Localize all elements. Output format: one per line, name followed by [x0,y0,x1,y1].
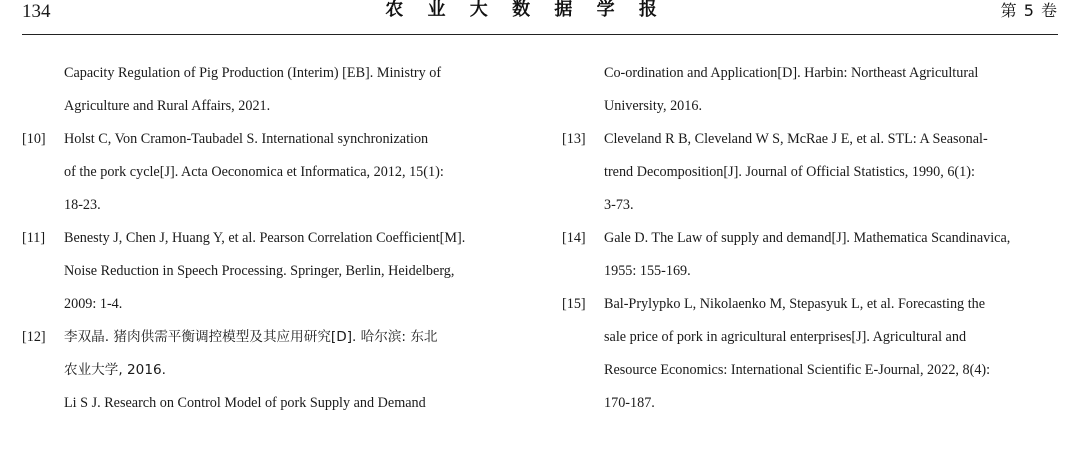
reference-column-right [562,57,1058,420]
reference-entry [22,288,518,321]
reference-line: 农业大学, 2016. [64,362,166,378]
reference-entry [562,255,1058,288]
reference-number-spacer [562,387,604,420]
reference-entry [562,123,1058,156]
reference-number-spacer [22,90,64,123]
reference-line: 李双晶. 猪肉供需平衡调控模型及其应用研究[D]. 哈尔滨: 东北 [64,329,438,345]
reference-line: Gale D. The Law of supply and demand[J]. Mathematica Scandinavica, [604,230,1011,246]
reference-columns [0,35,1080,420]
reference-line: Noise Reduction in Speech Processing. Springer, Berlin, Heidelberg, [64,263,455,279]
reference-number-spacer [562,321,604,354]
reference-entry [22,255,518,288]
reference-line: of the pork cycle[J]. Acta Oeconomica et Informatica, 2012, 15(1): [64,164,444,180]
reference-number-spacer [22,387,64,420]
reference-number [22,57,64,90]
reference-number: [10] [22,131,46,147]
reference-entry [22,387,518,420]
reference-line: Co-ordination and Application[D]. Harbin: Northeast Agricultural [604,65,979,81]
reference-line: 2009: 1-4. [64,296,123,312]
reference-line: Li S J. Research on Control Model of pork Supply and Demand [64,395,426,411]
reference-line: 3-73. [604,197,634,213]
reference-entry [562,288,1058,321]
running-head [0,0,1080,34]
reference-entry [562,354,1058,387]
reference-line: University, 2016. [604,98,702,114]
reference-number: [12] [22,329,46,345]
reference-line: Benesty J, Chen J, Huang Y, et al. Pearson Correlation Coefficient[M]. [64,230,466,246]
page-number: 134 [22,1,51,22]
reference-number-spacer [562,90,604,123]
reference-entry [22,57,518,90]
reference-entry [22,123,518,156]
reference-number-spacer [562,189,604,222]
reference-number: [11] [22,230,46,246]
reference-entry [22,222,518,255]
reference-number: [14] [562,230,586,246]
reference-number [562,57,604,90]
reference-line: 1955: 155-169. [604,263,691,279]
reference-number: [13] [562,131,586,147]
reference-number-spacer [22,288,64,321]
reference-entry [22,354,518,387]
reference-number-spacer [562,354,604,387]
reference-entry [22,189,518,222]
reference-number: [15] [562,296,586,312]
reference-line: trend Decomposition[J]. Journal of Official Statistics, 1990, 6(1): [604,164,975,180]
reference-number-spacer [562,255,604,288]
reference-entry [22,90,518,123]
reference-entry [562,90,1058,123]
reference-entry [22,321,518,354]
reference-entry [562,156,1058,189]
volume-label: 第 5 卷 [1000,1,1058,20]
reference-line: Holst C, Von Cramon-Taubadel S. International synchronization [64,131,429,147]
reference-line: Resource Economics: International Scientific E-Journal, 2022, 8(4): [604,362,991,378]
reference-line: Capacity Regulation of Pig Production (Interim) [EB]. Ministry of [64,65,442,81]
journal-title: 农 业 大 数 据 学 报 [385,0,666,20]
reference-line: Agriculture and Rural Affairs, 2021. [64,98,271,114]
reference-number-spacer [22,156,64,189]
reference-entry [22,156,518,189]
reference-number-spacer [22,255,64,288]
reference-line: sale price of pork in agricultural enterprises[J]. Agricultural and [604,329,967,345]
reference-line: 18-23. [64,197,101,213]
reference-entry [562,321,1058,354]
reference-column-left [22,57,518,420]
reference-number-spacer [22,354,64,387]
reference-entry [562,189,1058,222]
reference-line: Bal-Prylypko L, Nikolaenko M, Stepasyuk L, et al. Forecasting the [604,296,986,312]
reference-entry [562,387,1058,420]
reference-number-spacer [562,156,604,189]
reference-line: Cleveland R B, Cleveland W S, McRae J E, et al. STL: A Seasonal- [604,131,988,147]
reference-line: 170-187. [604,395,655,411]
reference-entry [562,57,1058,90]
reference-number-spacer [22,189,64,222]
reference-entry [562,222,1058,255]
